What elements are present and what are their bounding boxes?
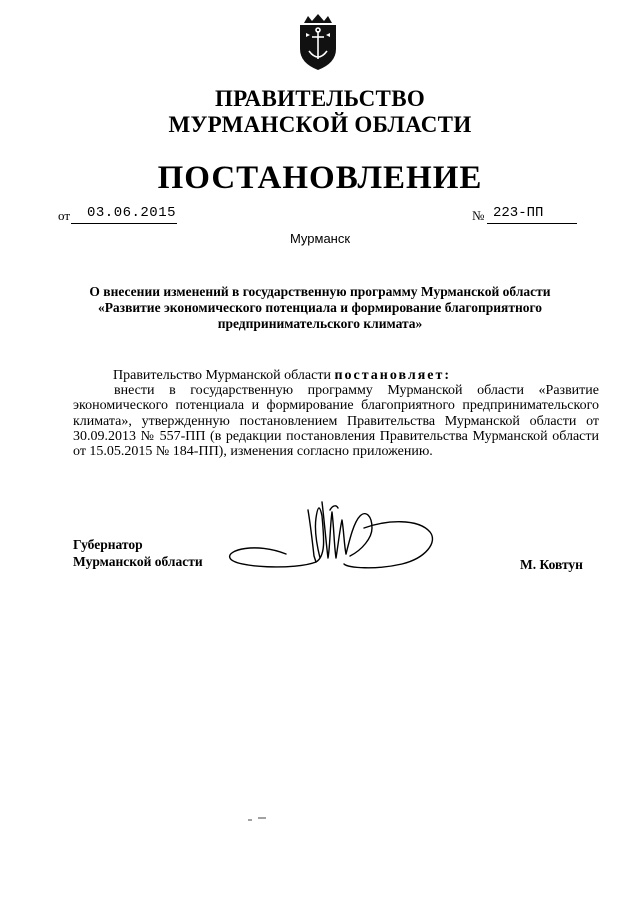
signer-name: М. Ковтун [520,557,583,572]
subject-line: О внесении изменений в государственную программу Мурманской области [89,284,551,299]
city-name: Мурманск [289,231,351,246]
document-date: 03.06.2015 [87,205,177,221]
document-subject [70,284,570,332]
signer-title [73,536,203,570]
subject-line: предпринимательского климата» [217,316,423,331]
subject-line: «Развитие экономического потенциала и формирование благоприятного [97,300,543,315]
body-intro [113,368,451,383]
signer-title-line: Губернатор [73,537,143,552]
coat-of-arms-icon [296,13,340,71]
signer-title-line: Мурманской области [73,554,203,569]
government-name-line1: ПРАВИТЕЛЬСТВО [214,86,426,111]
date-underline [71,223,177,224]
scan-artifact [246,812,271,824]
date-prefix: от [58,208,71,223]
intro-text: Правительство Мурманской области [113,368,335,383]
document-number: 223-ПП [493,205,544,221]
handwritten-signature-icon [226,498,446,578]
document-type-title: ПОСТАНОВЛЕНИЕ [157,160,483,196]
government-name-line2: МУРМАНСКОЙ ОБЛАСТИ [168,112,472,137]
intro-verb: постановляет: [334,368,452,383]
body-paragraph: внести в государственную программу Мурманской области «Развитие экономического потенциала и формирование благоприятного предпринимательского климата», утвержденную постановлением Правительства Мурманской области от 30.09.2013 № 557-ПП (в редакции постановления Правительства Мурманской области от 15.05.2015 № 184-ПП), изменения согласно приложению. [73,383,599,460]
number-underline [487,223,577,224]
number-prefix: № [472,208,485,223]
